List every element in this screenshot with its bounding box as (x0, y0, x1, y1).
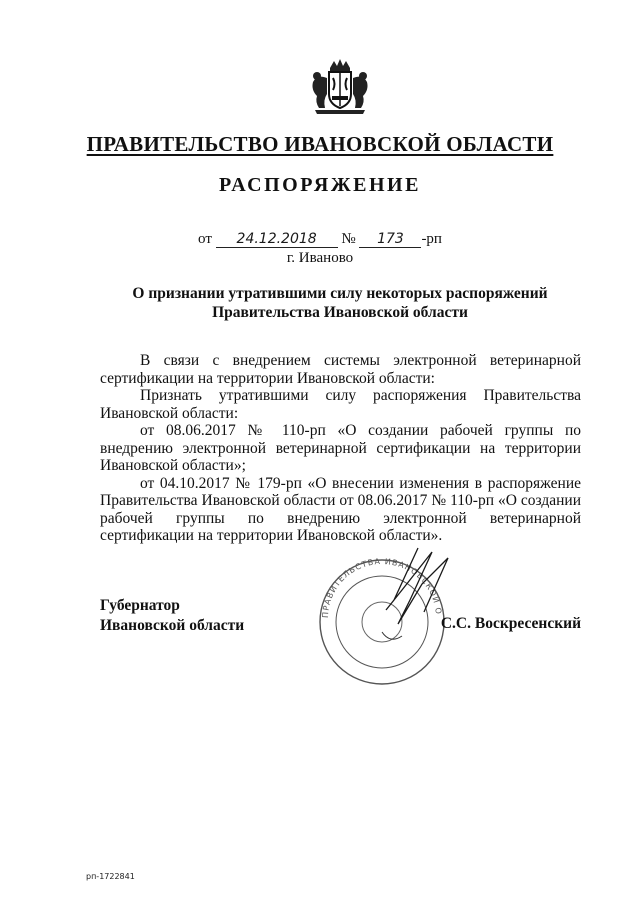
city-line: г. Иваново (286, 250, 354, 266)
title-line-1: О признании утратившими силу некоторых распоряжений (132, 285, 548, 302)
document-type-heading: РАСПОРЯЖЕНИЕ (219, 174, 421, 196)
document-body (100, 352, 581, 545)
document-number: 173 (359, 231, 421, 248)
title-line-2: Правительства Ивановской области (212, 304, 468, 321)
svg-text:ПРАВИТЕЛЬСТВА ИВАНОВСКОЙ ОБЛАС: ПРАВИТЕЛЬСТВА ИВАНОВСКОЙ О (320, 556, 443, 619)
number-suffix: -рп (421, 231, 442, 247)
signatory-position (100, 596, 244, 636)
position-line-2: Ивановской области (100, 617, 245, 634)
coat-of-arms-emblem (303, 58, 377, 116)
registration-line (0, 231, 640, 248)
document-date: 24.12.2018 (216, 231, 338, 248)
date-prefix: от (198, 231, 212, 247)
body-paragraph: Признать утратившими силу распоряжения Правительства Ивановской области: (100, 387, 581, 422)
number-sign: № (341, 231, 356, 247)
position-line-1: Губернатор (100, 597, 180, 614)
document-title (120, 284, 560, 322)
organization-heading: ПРАВИТЕЛЬСТВО ИВАНОВСКОЙ ОБЛАСТИ (86, 132, 554, 156)
document-code: рп-1722841 (86, 872, 135, 881)
body-paragraph: от 08.06.2017 № 110-рп «О создании рабочей группы по внедрению электронной ветеринарной сертификации на территории Ивановской области»; (100, 422, 581, 474)
body-paragraph: от 04.10.2017 № 179-рп «О внесении изменения в распоряжение Правительства Ивановской области от 08.06.2017 № 110-рп «О создании рабочей группы по внедрению электронной ветеринарной сертификации на территории Ивановской области». (100, 474, 581, 544)
body-paragraph: В связи с внедрением системы электронной ветеринарной сертификации на территории Ивановской области: (100, 352, 581, 387)
signatory-name: С.С. Воскресенский (440, 615, 581, 632)
